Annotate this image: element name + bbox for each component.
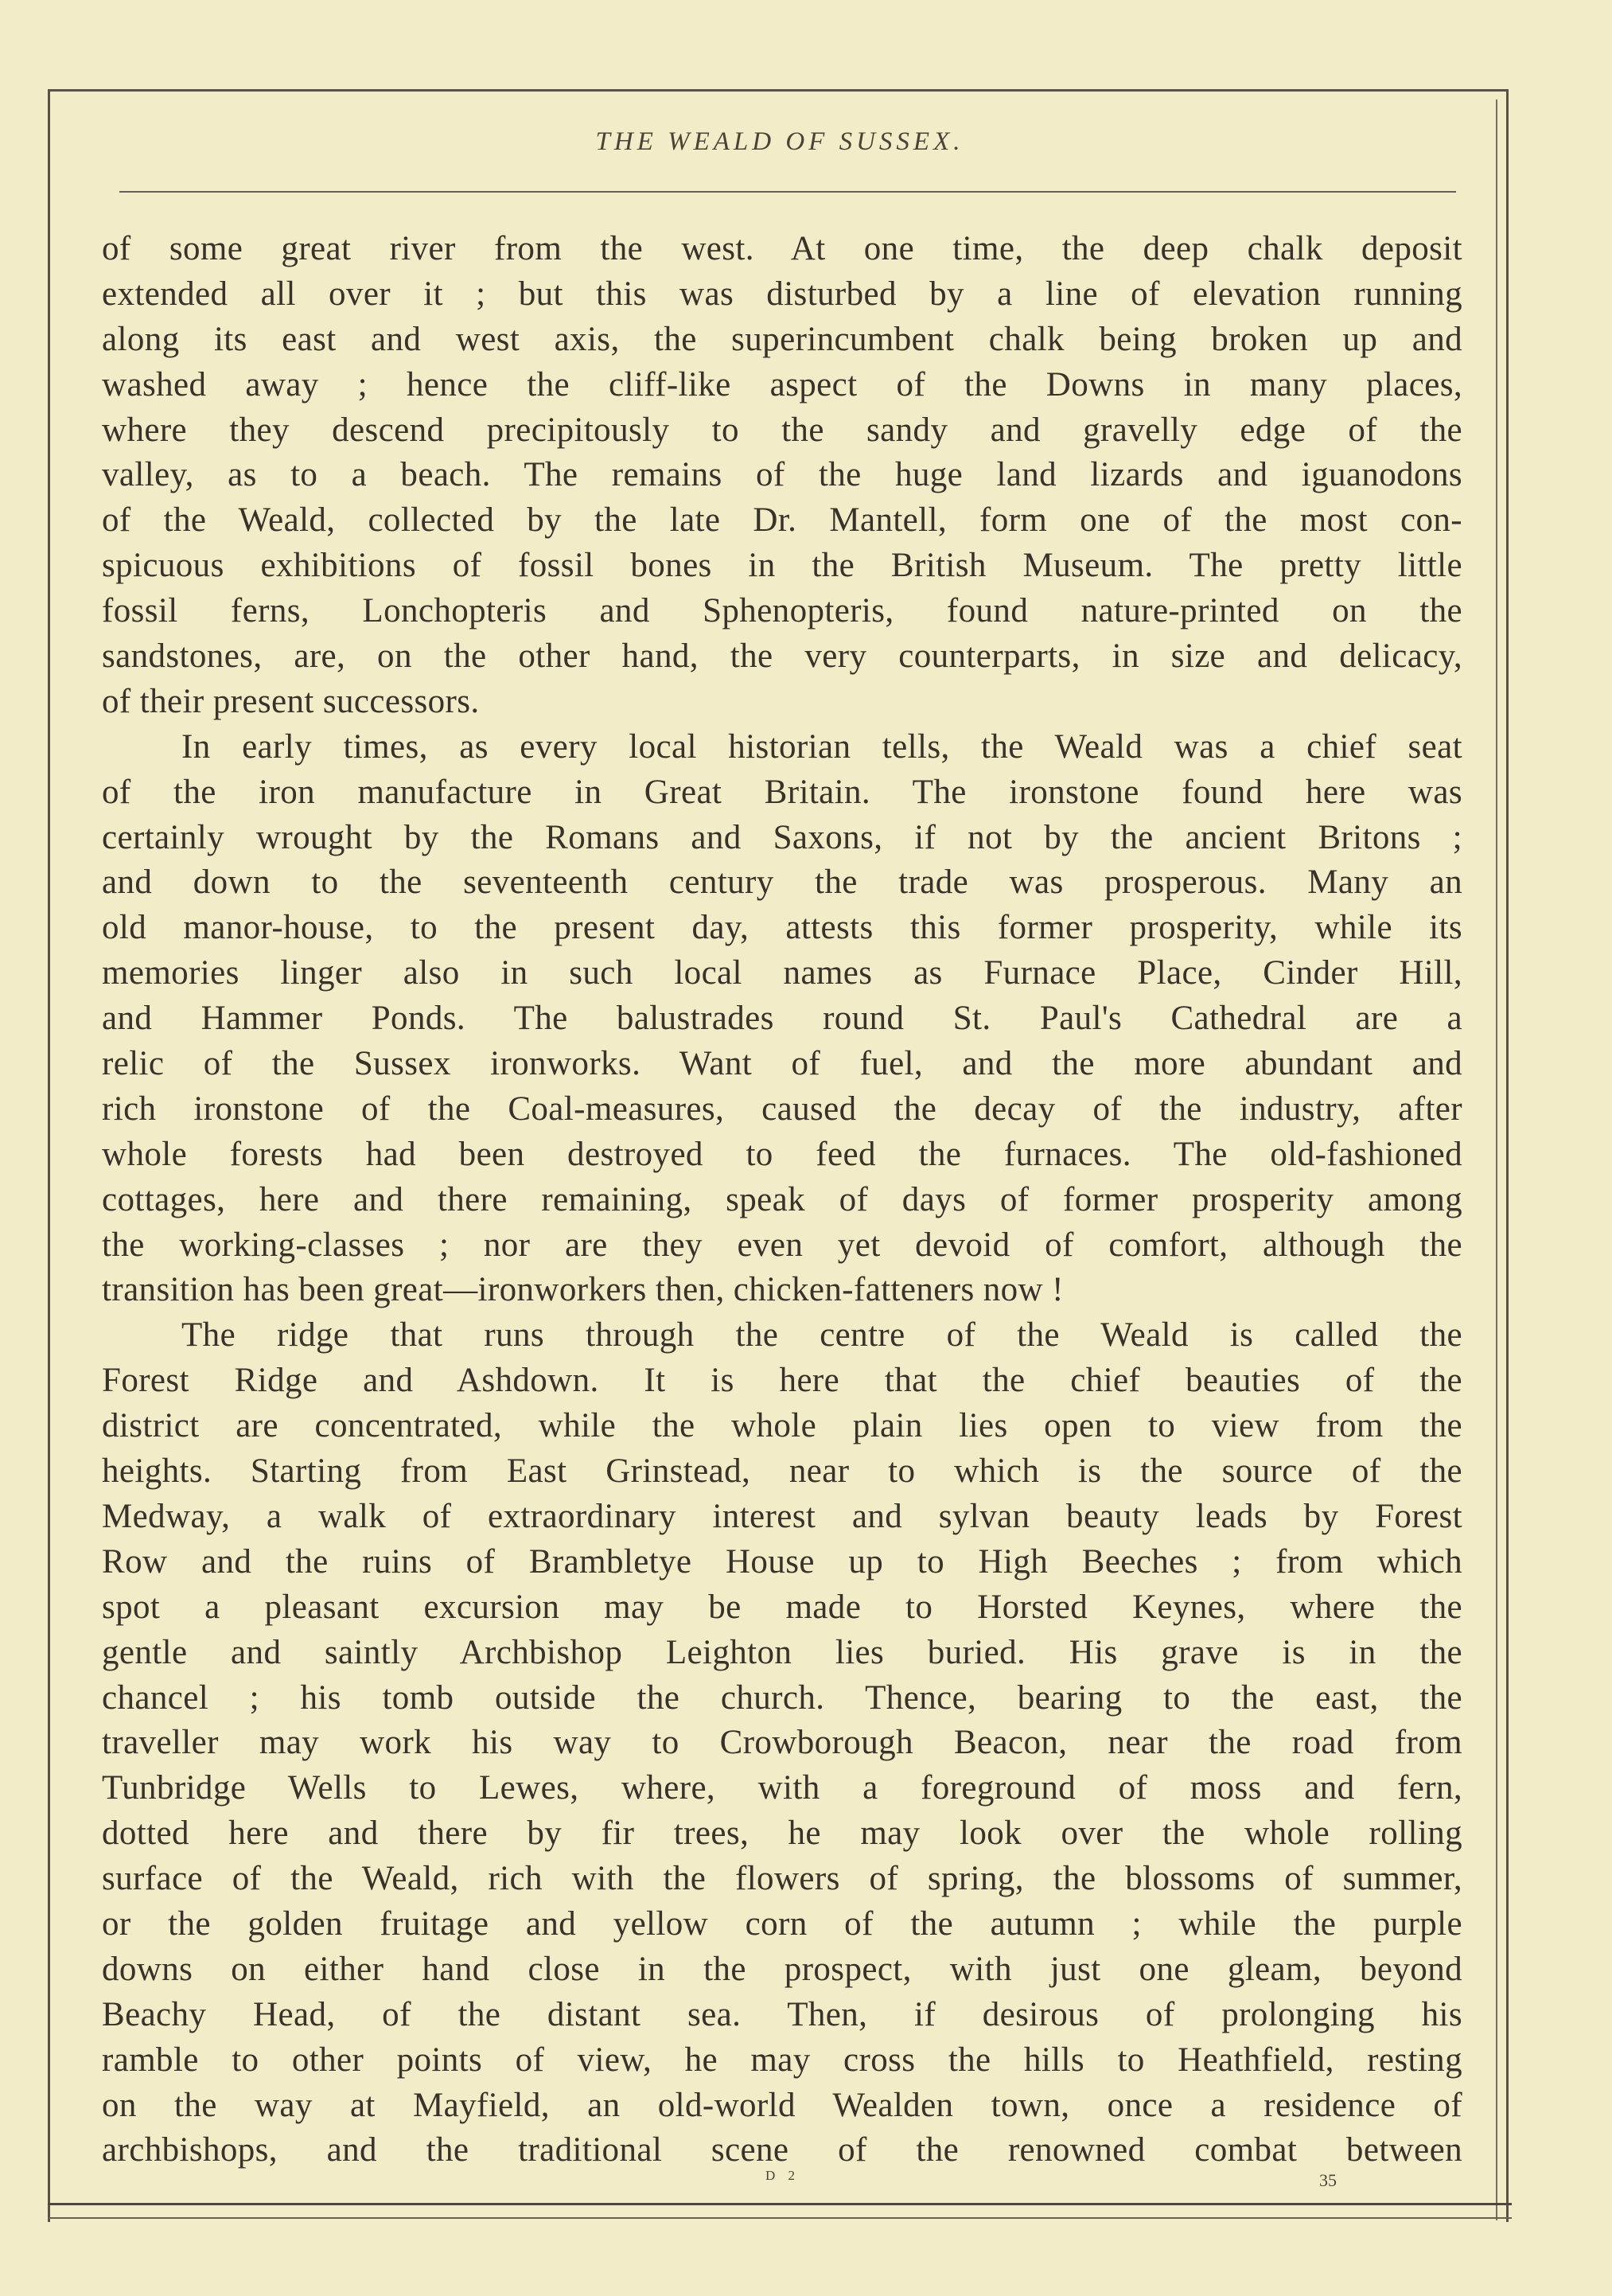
text-line: ramble to other points of view, he may cross the hills to Heathfield, resting [102,2041,1462,2079]
text-line: certainly wrought by the Romans and Saxons, if not by the ancient Britons ; [102,818,1462,856]
signature-mark: D 2 [765,2168,800,2183]
bottom-rule [48,2203,1512,2205]
text-line: Forest Ridge and Ashdown. It is here that the chief beauties of the [102,1362,1462,1400]
text-line: rich ironstone of the Coal-measures, caused the decay of the industry, after [102,1090,1462,1128]
text-line: washed away ; hence the cliff-like aspect of the Downs in many places, [102,365,1462,403]
text-line: extended all over it ; but this was disturbed by a line of elevation running [102,275,1462,313]
text-line: surface of the Weald, rich with the flowers of spring, the blossoms of summer, [102,1860,1462,1898]
text-line: on the way at Mayfield, an old-world Wealden town, once a residence of [102,2086,1462,2124]
text-line: memories linger also in such local names as Furnace Place, Cinder Hill, [102,954,1462,992]
text-line: Tunbridge Wells to Lewes, where, with a foreground of moss and fern, [102,1769,1462,1807]
text-line: of the iron manufacture in Great Britain. The ironstone found here was [102,773,1462,811]
text-line: archbishops, and the traditional scene of the renowned combat between [102,2131,1462,2169]
text-line: dotted here and there by fir trees, he may look over the whole rolling [102,1815,1462,1853]
header-rule [119,191,1456,193]
text-line: heights. Starting from East Grinstead, near to which is the source of the [102,1452,1462,1491]
text-line: or the golden fruitage and yellow corn of the autumn ; while the purple [102,1904,1462,1943]
text-line: and Hammer Ponds. The balustrades round St. Paul's Cathedral are a [102,1000,1462,1038]
text-line: along its east and west axis, the superincumbent chalk being broken up and [102,320,1462,358]
text-line: The ridge that runs through the centre of the Weald is called the [181,1316,1462,1355]
body-text [102,227,1462,2173]
text-line: gentle and saintly Archbishop Leighton lies buried. His grave is in the [102,1633,1462,1671]
text-line: district are concentrated, while the whole plain lies open to view from the [102,1407,1462,1445]
text-line: transition has been great—ironworkers then, chicken-fatteners now ! [102,1271,1064,1309]
text-line: relic of the Sussex ironworks. Want of fuel, and the more abundant and [102,1045,1462,1083]
text-line: of some great river from the west. At one time, the deep chalk deposit [102,230,1462,267]
text-line: downs on either hand close in the prospect, with just one gleam, beyond [102,1950,1462,1988]
text-line: spot a pleasant excursion may be made to Horsted Keynes, where the [102,1588,1462,1626]
text-line: whole forests had been destroyed to feed the furnaces. The old-fashioned [102,1135,1462,1173]
bottom-rule-secondary [48,2217,1512,2219]
text-line: In early times, as every local historian tells, the Weald was a chief seat [181,727,1462,766]
text-line: where they descend precipitously to the sandy and gravelly edge of the [102,411,1462,449]
text-line: Row and the ruins of Brambletye House up to High Beeches ; from which [102,1542,1462,1581]
text-line: valley, as to a beach. The remains of the huge land lizards and iguanodons [102,456,1462,494]
text-line: of their present successors. [102,682,480,720]
text-line: traveller may work his way to Crowborough Beacon, near the road from [102,1724,1462,1762]
text-line: cottages, here and there remaining, speak of days of former prosperity among [102,1180,1462,1218]
text-line: old manor-house, to the present day, attests this former prosperity, while its [102,909,1462,947]
text-line: of the Weald, collected by the late Dr. Mantell, form one of the most con- [102,501,1462,540]
text-line: fossil ferns, Lonchopteris and Sphenopteris, found nature-printed on the [102,592,1462,630]
text-line: Beachy Head, of the distant sea. Then, if desirous of prolonging his [102,1995,1462,2033]
text-line: sandstones, are, on the other hand, the very counterparts, in size and delicacy, [102,637,1462,676]
running-header: THE WEALD OF SUSSEX. [595,127,964,156]
text-line: spicuous exhibitions of fossil bones in the British Museum. The pretty little [102,547,1462,585]
text-line: and down to the seventeenth century the trade was prosperous. Many an [102,863,1462,902]
page-frame-inner-edge [1496,99,1497,2220]
page-number: 35 [1319,2170,1337,2190]
text-line: the working-classes ; nor are they even yet devoid of comfort, although the [102,1226,1462,1264]
text-line: Medway, a walk of extraordinary interest and sylvan beauty leads by Forest [102,1497,1462,1535]
text-line: chancel ; his tomb outside the church. Thence, bearing to the east, the [102,1678,1462,1717]
